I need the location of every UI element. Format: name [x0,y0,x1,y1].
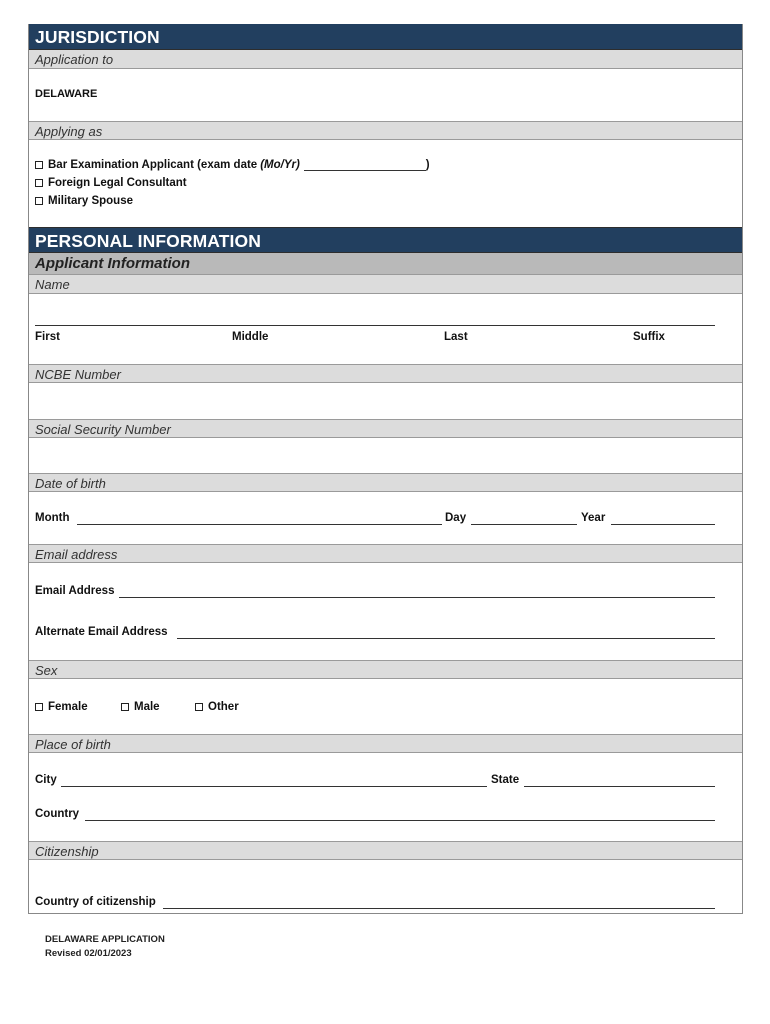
pob-country-input[interactable] [85,820,715,821]
option-bar-exam-date-format: (Mo/Yr) [260,159,300,171]
name-middle-label: Middle [232,331,269,343]
dob-year-input[interactable] [611,524,715,525]
applying-as-options [29,140,742,227]
checkbox-icon[interactable] [35,161,43,169]
application-form [28,24,743,914]
country-of-citizenship-input[interactable] [163,908,715,909]
alt-email-address-input[interactable] [177,638,715,639]
checkbox-icon[interactable] [121,703,129,711]
checkbox-icon[interactable] [35,197,43,205]
checkbox-icon[interactable] [35,703,43,711]
sex-other-label: Other [208,701,239,713]
option-military-spouse[interactable] [35,192,742,210]
sex-option-other[interactable] [195,698,239,716]
alt-email-address-label: Alternate Email Address [35,626,168,638]
option-bar-exam[interactable] [35,156,742,174]
option-flc-label: Foreign Legal Consultant [48,177,187,189]
citizenship-label: Citizenship [29,841,742,860]
ssn-label: Social Security Number [29,419,742,438]
dob-month-input[interactable] [77,524,442,525]
ssn-input[interactable] [29,438,742,473]
checkbox-icon[interactable] [35,179,43,187]
dob-label: Date of birth [29,473,742,492]
pob-state-label: State [491,774,520,786]
dob-month-label: Month [35,512,70,524]
dob-field [29,492,742,544]
ncbe-label: NCBE Number [29,364,742,383]
country-of-citizenship-label: Country of citizenship [35,896,156,908]
dob-year-label: Year [581,512,606,524]
place-of-birth-label: Place of birth [29,734,742,753]
name-last-label: Last [444,331,468,343]
ncbe-input[interactable] [29,383,742,419]
personal-information-header: PERSONAL INFORMATION [29,227,742,253]
sex-options [29,679,742,734]
application-to-field[interactable] [29,69,742,121]
name-suffix-label: Suffix [633,331,665,343]
exam-date-input[interactable] [304,160,426,171]
email-section-label: Email address [29,544,742,563]
option-bar-exam-close: ) [425,159,430,171]
email-field [29,563,742,660]
dob-day-label: Day [445,512,467,524]
applicant-information-subheader: Applicant Information [29,253,742,275]
sex-male-label: Male [134,701,160,713]
applying-as-label: Applying as [29,121,742,140]
sex-female-label: Female [48,701,88,713]
pob-country-label: Country [35,808,80,820]
pob-state-input[interactable] [524,786,715,787]
option-military-spouse-label: Military Spouse [48,195,133,207]
application-to-value: DELAWARE [35,88,98,100]
footer-revision: Revised 02/01/2023 [45,948,132,959]
name-label: Name [29,275,742,294]
citizenship-field [29,860,742,913]
sex-option-female[interactable] [35,698,88,716]
option-bar-exam-label: Bar Examination Applicant (exam date [48,159,258,171]
name-field[interactable] [29,294,742,364]
name-input-line[interactable] [35,325,715,326]
page-footer [45,933,165,961]
email-address-label: Email Address [35,585,115,597]
footer-title: DELAWARE APPLICATION [45,934,165,945]
place-of-birth-field [29,753,742,841]
dob-day-input[interactable] [471,524,577,525]
sex-label: Sex [29,660,742,679]
application-to-label: Application to [29,50,742,69]
option-foreign-legal-consultant[interactable] [35,174,742,192]
name-first-label: First [35,331,60,343]
email-address-input[interactable] [119,597,715,598]
jurisdiction-header: JURISDICTION [29,24,742,50]
sex-option-male[interactable] [121,698,160,716]
pob-city-input[interactable] [61,786,487,787]
checkbox-icon[interactable] [195,703,203,711]
pob-city-label: City [35,774,57,786]
